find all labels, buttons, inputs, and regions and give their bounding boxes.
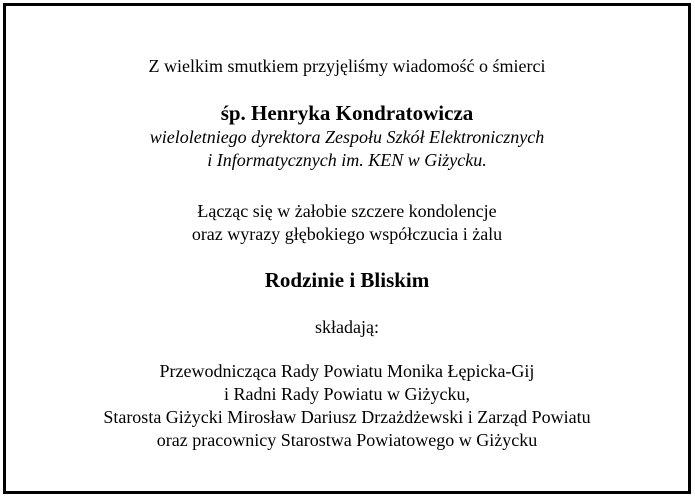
signatory-line: oraz pracownicy Starostwa Powiatowego w Giżycku <box>156 430 538 450</box>
recipients: Rodzinie i Bliskim <box>264 268 430 292</box>
deceased-role-line-1: wieloletniego dyrektora Zespołu Szkół Elektronicznych <box>149 127 545 147</box>
deceased-name: śp. Henryka Kondratowicza <box>220 101 474 125</box>
deceased-role-line-2: i Informatycznych im. KEN w Giżycku. <box>207 150 487 170</box>
notice-border <box>3 3 691 494</box>
signatory-line: i Radni Rady Powiatu w Giżycku, <box>224 384 470 404</box>
verb-line: składają: <box>315 317 379 337</box>
condolence-line-2: oraz wyrazy głębokiego współczucia i żalu <box>191 224 503 244</box>
signatory-line: Przewodnicząca Rady Powiatu Monika Łępicka-Gij <box>159 361 535 381</box>
opening-line: Z wielkim smutkiem przyjęliśmy wiadomość o śmierci <box>148 56 546 76</box>
signatory-line: Starosta Giżycki Mirosław Dariusz Drzażdżewski i Zarząd Powiatu <box>103 407 591 427</box>
condolence-line-1: Łącząc się w żałobie szczere kondolencje <box>197 201 497 221</box>
